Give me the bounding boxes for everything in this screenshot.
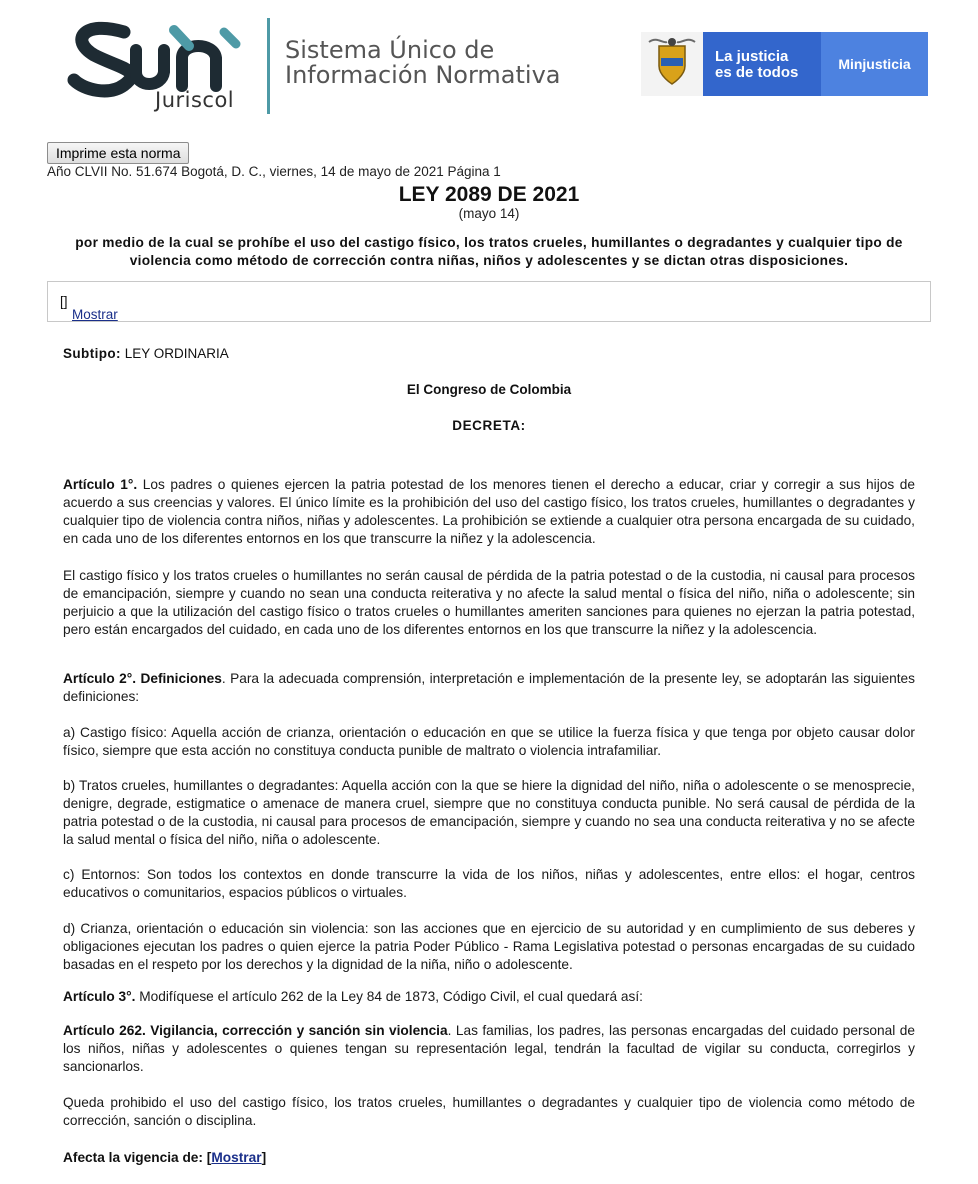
gov-slogan-line2: es de todos xyxy=(715,64,799,81)
paragraph-label: Artículo 3°. xyxy=(63,989,136,1004)
paragraph-label: Artículo 1°. xyxy=(63,477,138,492)
paragraph-label: Artículo 2°. Definiciones xyxy=(63,671,222,686)
subtipo-value: LEY ORDINARIA xyxy=(124,346,229,361)
paragraph-text: b) Tratos crueles, humillantes o degradantes: Aquella acción con la que se hiere la dignidad del niño, niña o adolescente o se menosprecie, denigre, degrade, estigmatice o amenace de manera cruel, siempre que no constituya conducta punible. No será causal de pérdida de la patria potestad o de la custodia, ni causal para procesos de emancipación, siempre y cuando no sea una conducta reiterativa y no se afecte la salud mental o física del niño, niña o adolescente. xyxy=(63,778,915,847)
paragraph xyxy=(63,670,915,706)
ministry-label: Minjusticia xyxy=(821,32,928,96)
law-title: LEY 2089 DE 2021 xyxy=(398,183,580,206)
paragraph xyxy=(63,567,915,639)
subtipo-label: Subtipo: xyxy=(63,346,121,361)
paragraph-text: a) Castigo físico: Aquella acción de crianza, orientación o educación en que se utilice la fuerza física y que tenga por objeto causar dolor físico, siempre que esta acción no constituya conducta punible de maltrato o violencia intrafamiliar. xyxy=(63,725,915,758)
gov-slogan xyxy=(715,49,798,81)
publication-info: Año CLVII No. 51.674 Bogotá, D. C., viernes, 14 de mayo de 2021 Página 1 xyxy=(47,164,501,179)
logo-subtitle: Juriscol xyxy=(155,88,235,112)
minjusticia-banner[interactable] xyxy=(641,32,928,96)
law-date: (mayo 14) xyxy=(458,206,520,221)
paragraph xyxy=(63,988,915,1006)
gov-slogan-line1: La justicia xyxy=(715,48,789,65)
paragraph xyxy=(63,866,915,902)
system-title xyxy=(285,38,561,88)
issuer: El Congreso de Colombia xyxy=(406,382,572,397)
site-header xyxy=(0,0,978,130)
system-title-line1: Sistema Único de xyxy=(285,36,495,64)
details-box xyxy=(47,281,931,322)
paragraph-text: El castigo físico y los tratos crueles o humillantes no serán causal de pérdida de la patria potestad o de la custodia, ni causal para procesos de emancipación, siempre y cuando no sean una conducta reiterativa y no afecte la salud mental o física del niño, niña o adolescente; sin perjuicio a que la utilización del castigo físico o tratos crueles o humillantes ameriten sanciones para quienes no ejerzan la patria potestad, pero están encargados del cuidado, en cada uno de los diferentes entornos en los que transcurre la niñez y la adolescencia. xyxy=(63,568,915,637)
shield-icon xyxy=(641,32,703,96)
paragraph-label: Artículo 262. Vigilancia, corrección y sanción sin violencia xyxy=(63,1023,448,1038)
system-title-line2: Información Normativa xyxy=(285,61,561,89)
paragraph xyxy=(63,1094,915,1130)
paragraph-text: . Para la adecuada comprensión, interpretación e implementación de la presente ley, se adoptarán las siguientes definiciones: xyxy=(63,671,915,704)
paragraph xyxy=(63,724,915,760)
paragraph xyxy=(63,920,915,974)
afecta-mostrar-link[interactable]: Mostrar xyxy=(211,1150,262,1165)
afecta-label: Afecta la vigencia de: xyxy=(63,1150,203,1165)
afecta-vigencia: Afecta la vigencia de: [Mostrar] xyxy=(63,1150,267,1165)
paragraph-text: . Las familias, los padres, las personas encargadas del cuidado personal de los niños, niñas y adolescentes o quienes tengan su representación legal, tendrán la facultad de vigilar su conducta, corregirlos y sancionarlos. xyxy=(63,1023,915,1074)
print-button[interactable]: Imprime esta norma xyxy=(47,142,189,164)
details-toggle: [ Mostrar ] xyxy=(60,294,118,322)
header-divider xyxy=(267,18,270,114)
paragraph-text: Modifíquese el artículo 262 de la Ley 84 de 1873, Código Civil, el cual quedará así: xyxy=(139,989,643,1004)
subtipo xyxy=(63,346,229,361)
mostrar-link[interactable]: Mostrar xyxy=(72,307,118,322)
paragraph xyxy=(63,777,915,849)
paragraph-text: Los padres o quienes ejercen la patria potestad de los menores tienen el derecho a educar, criar y corregir a sus hijos de acuerdo a sus creencias y valores. El único límite es la prohibición del uso del castigo físico, los tratos crueles, humillantes o degradantes y cualquier tipo de violencia contra niños, niñas y adolescentes. La prohibición se extiende a cualquier otra persona encargada de su cuidado, en cada uno de los diferentes entornos en los que transcurre la niñez y la adolescencia. xyxy=(63,477,915,546)
decreta-heading: DECRETA: xyxy=(452,418,526,433)
paragraph-text: d) Crianza, orientación o educación sin violencia: son las acciones que en ejercicio de su autoridad y en cumplimiento de sus deberes y obligaciones ejecutan los padres o quien ejerce la patria Poder Público - Rama Legislativa potestad o personas encargadas de su cuidado basadas en el respeto por los derechos y la dignidad de la niña, niño o adolescente. xyxy=(63,921,915,972)
paragraph xyxy=(63,1022,915,1076)
paragraph xyxy=(63,476,915,548)
paragraph-text: Queda prohibido el uso del castigo físico, los tratos crueles, humillantes o degradantes y cualquier tipo de violencia como método de corrección, sanción o disciplina. xyxy=(63,1095,915,1128)
paragraph-text: c) Entornos: Son todos los contextos en donde transcurre la vida de los niños, niñas y adolescentes, entre ellos: el hogar, centros educativos o comunitarios, espacios públicos o virtuales. xyxy=(63,867,915,900)
law-description: por medio de la cual se prohíbe el uso del castigo físico, los tratos crueles, humillantes o degradantes y cualquier tipo de violencia como método de corrección contra niñas, niños y adolescentes y se dictan otras disposiciones. xyxy=(75,235,903,268)
